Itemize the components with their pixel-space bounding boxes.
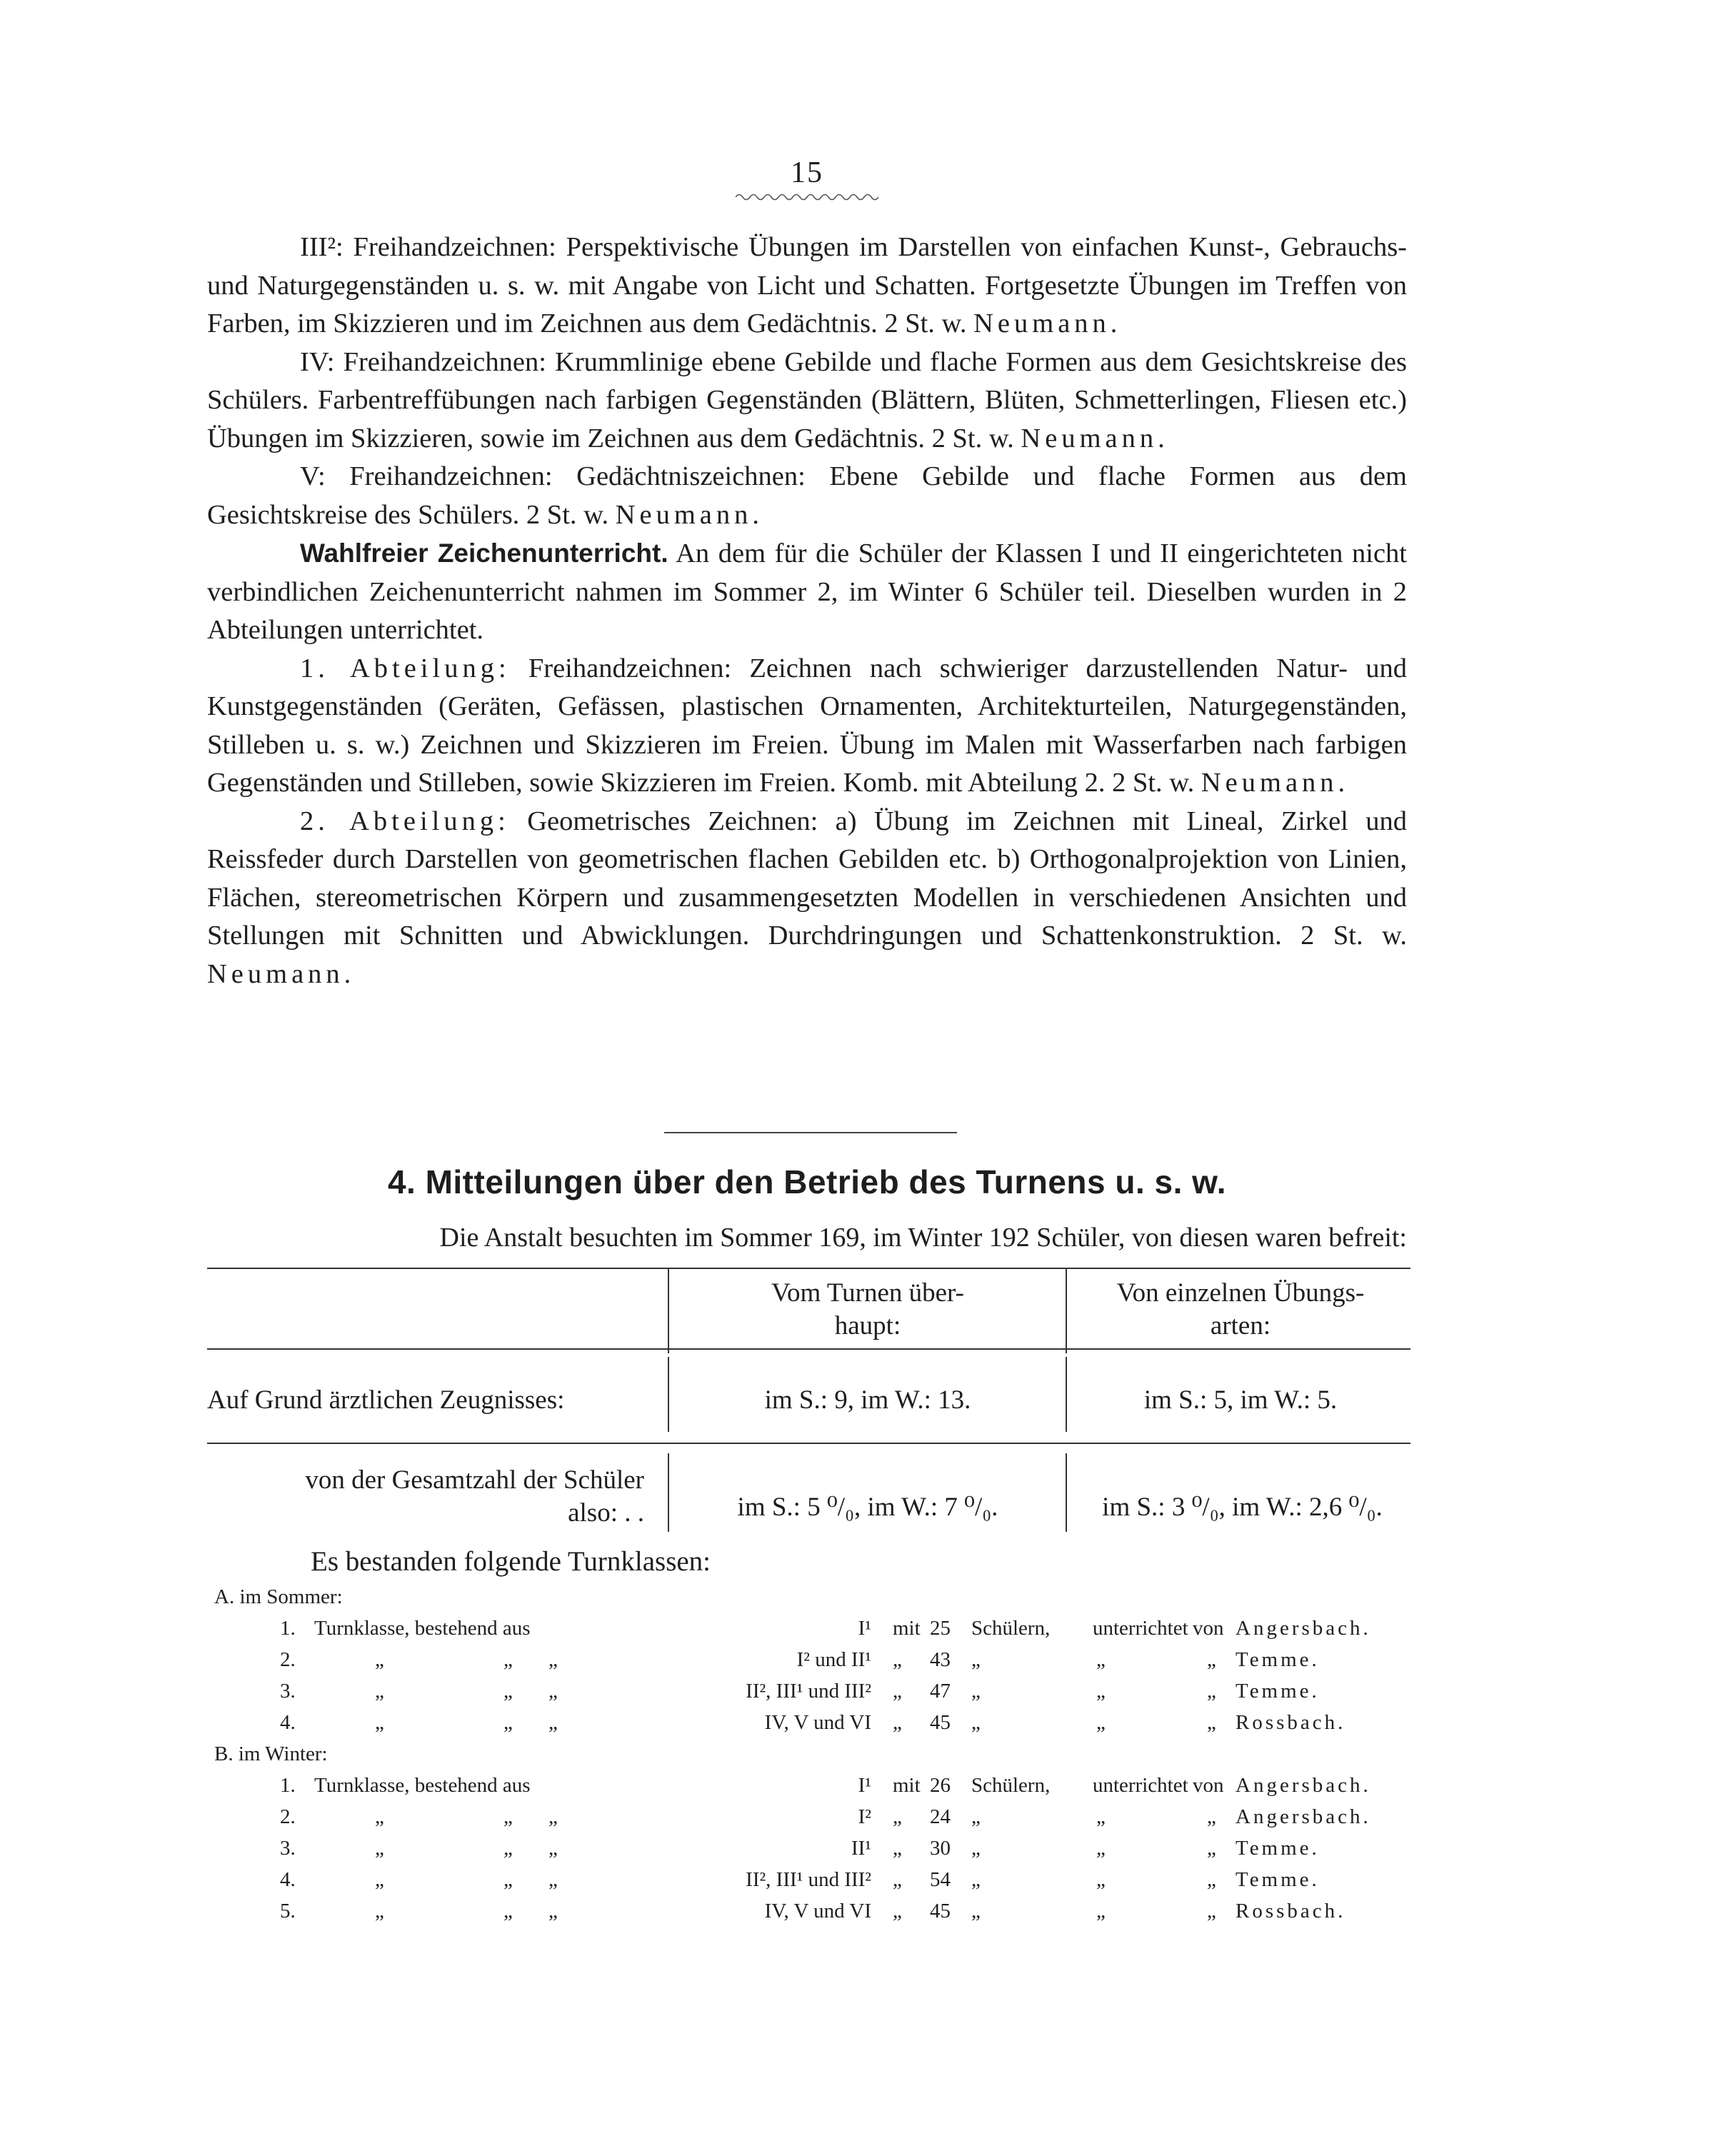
winter-classes (214, 1770, 1428, 1927)
class-q3: „ (548, 1837, 558, 1860)
class-num: 3. (280, 1837, 296, 1860)
table-col-divider (1066, 1357, 1067, 1432)
class-teacher: Temme. (1236, 1837, 1320, 1860)
table-col-divider (1066, 1453, 1067, 1532)
class-q1: „ (375, 1868, 384, 1891)
class-cls: I² (858, 1805, 871, 1828)
class-mit: mit (893, 1774, 921, 1797)
class-count: 30 (930, 1837, 951, 1860)
class-q4: „ (971, 1711, 981, 1734)
class-q5: „ (1096, 1900, 1106, 1922)
class-q2: „ (503, 1805, 513, 1828)
class-q1: „ (375, 1900, 384, 1922)
class-mit: „ (893, 1805, 902, 1828)
class-q6: „ (1207, 1711, 1216, 1734)
teacher-name: Neumann. (615, 499, 764, 530)
class-q3: „ (548, 1805, 558, 1828)
class-q1: „ (375, 1648, 384, 1671)
class-von: von (1193, 1617, 1224, 1640)
table-col-divider (668, 1357, 669, 1432)
turnklassen-list (214, 1581, 1428, 1927)
class-schuelern: Schülern, (971, 1617, 1051, 1640)
class-q5: „ (1096, 1837, 1106, 1860)
paragraph-abteilung-1 (207, 650, 1407, 803)
class-mit: mit (893, 1617, 921, 1640)
class-num: 4. (280, 1868, 296, 1891)
class-mit: „ (893, 1900, 902, 1922)
class-von: von (1193, 1774, 1224, 1797)
class-row (214, 1644, 1428, 1675)
table-middle-rule (207, 1443, 1410, 1444)
class-cls: II¹ (851, 1837, 871, 1860)
classes-intro: Es bestanden folgende Turnklassen: (311, 1546, 711, 1577)
class-cls: I¹ (858, 1774, 871, 1797)
class-cls: I² und II¹ (796, 1648, 871, 1671)
class-num: 2. (280, 1805, 296, 1828)
class-mit: „ (893, 1711, 902, 1734)
table-header-uebungsarten: Von einzelnen Übungs- arten: (1116, 1278, 1365, 1340)
class-q6: „ (1207, 1837, 1216, 1860)
class-q1: „ (375, 1711, 384, 1734)
section-intro: Die Anstalt besuchten im Sommer 169, im Winter 192 Schüler, von diesen waren befreit: (439, 1223, 1407, 1253)
class-q2: „ (503, 1868, 513, 1891)
class-q4: „ (971, 1648, 981, 1671)
class-q2: „ (503, 1837, 513, 1860)
table-col-divider (1066, 1268, 1067, 1353)
season-label: A. im Sommer: (214, 1585, 343, 1608)
teacher-name: Neumann. (973, 309, 1122, 339)
division-label: 1. Abteilung: (300, 653, 511, 683)
class-teacher: Rossbach. (1236, 1711, 1346, 1734)
class-count: 45 (930, 1711, 951, 1734)
page-number: 15 (791, 156, 823, 189)
class-row (214, 1675, 1428, 1707)
class-cls: I¹ (858, 1617, 871, 1640)
class-unterrichtet: unterrichtet (1093, 1617, 1188, 1640)
paragraph-body: Freihandzeichnen: Perspektivische Übungen im Darstellen von einfachen Kunst-, Gebrauchs- und Naturgegenständen u. s. w. mit Angabe von Licht und Schatten. Fortgesetzte Übungen im Treffen von Farben, im Skizzieren und im Zeichnen aus dem Gedächtnis. 2 St. w. (207, 232, 1407, 339)
class-q6: „ (1207, 1900, 1216, 1922)
class-num: 1. (280, 1774, 296, 1797)
paragraph-body: Freihandzeichnen: Gedächtniszeichnen: Ebene Gebilde und flache Formen aus dem Gesichtskreise des Schülers. 2 St. w. (207, 461, 1407, 530)
class-num: 2. (280, 1648, 296, 1671)
class-q6: „ (1207, 1868, 1216, 1891)
class-label: III²: (300, 232, 344, 262)
paragraph-iii2 (207, 229, 1407, 344)
class-mit: „ (893, 1648, 902, 1671)
class-row (214, 1770, 1428, 1801)
paragraph-iv (207, 344, 1407, 458)
class-num: 1. (280, 1617, 296, 1640)
table-row-label: Auf Grund ärztlichen Zeugnisses: (207, 1385, 565, 1415)
class-count: 47 (930, 1680, 951, 1703)
division-label: 2. Abteilung: (300, 806, 510, 836)
class-row (214, 1613, 1428, 1644)
class-cls: II², III¹ und III² (746, 1680, 871, 1703)
class-q6: „ (1207, 1805, 1216, 1828)
summer-classes (214, 1613, 1428, 1738)
class-count: 54 (930, 1868, 951, 1891)
class-mit: „ (893, 1680, 902, 1703)
class-teacher: Angersbach. (1236, 1617, 1371, 1640)
class-cls: IV, V und VI (764, 1711, 871, 1734)
class-q4: „ (971, 1680, 981, 1703)
class-cls: II², III¹ und III² (746, 1868, 871, 1891)
class-prefix: Turnklasse, bestehend aus (314, 1774, 531, 1797)
class-count: 24 (930, 1805, 951, 1828)
class-row (214, 1707, 1428, 1738)
teacher-name: Neumann. (1021, 423, 1169, 453)
class-q2: „ (503, 1680, 513, 1703)
class-teacher: Temme. (1236, 1868, 1320, 1891)
class-q5: „ (1096, 1680, 1106, 1703)
season-label: B. im Winter: (214, 1743, 328, 1765)
class-q2: „ (503, 1711, 513, 1734)
paragraph-v (207, 458, 1407, 534)
class-row (214, 1895, 1428, 1927)
class-q5: „ (1096, 1805, 1106, 1828)
class-num: 5. (280, 1900, 296, 1922)
class-q3: „ (548, 1900, 558, 1922)
class-q4: „ (971, 1837, 981, 1860)
curriculum-text (207, 229, 1407, 993)
teacher-name: Neumann. (1201, 768, 1350, 798)
class-mit: „ (893, 1837, 902, 1860)
class-q4: „ (971, 1900, 981, 1922)
class-cls: IV, V und VI (764, 1900, 871, 1922)
class-label: V: (300, 461, 326, 491)
class-teacher: Rossbach. (1236, 1900, 1346, 1922)
table-row-label: also: . . (568, 1498, 644, 1528)
class-count: 25 (930, 1617, 951, 1640)
class-q3: „ (548, 1711, 558, 1734)
class-row (214, 1832, 1428, 1864)
class-label: IV: (300, 346, 335, 377)
table-row-label: von der Gesamtzahl der Schüler (305, 1465, 644, 1495)
class-q4: „ (971, 1805, 981, 1828)
class-q3: „ (548, 1648, 558, 1671)
table-header-rule (207, 1348, 1410, 1350)
class-q1: „ (375, 1805, 384, 1828)
teacher-name: Neumann. (207, 958, 356, 989)
class-q2: „ (503, 1648, 513, 1671)
class-count: 43 (930, 1648, 951, 1671)
class-q3: „ (548, 1868, 558, 1891)
class-teacher: Temme. (1236, 1680, 1320, 1703)
paragraph-body: Freihandzeichnen: Krummlinige ebene Gebilde und flache Formen aus dem Gesichtskreise des Schülers. Farbentreffübungen nach farbigen Gegenständen (Blättern, Blüten, Schmetterlingen, Fliesen etc.) Übungen im Skizzieren, sowie im Zeichnen aus dem Gedächtnis. 2 St. w. (207, 346, 1407, 453)
class-teacher: Angersbach. (1236, 1774, 1371, 1797)
class-q4: „ (971, 1868, 981, 1891)
class-q2: „ (503, 1900, 513, 1922)
paragraph-body: An dem für die Schüler der Klassen I und II eingerichteten nicht verbindlichen Zeichenunterricht nahmen im Sommer 2, im Winter 6 Schüler teil. Dieselben wurden in 2 Abteilungen unterrichtet. (207, 538, 1407, 645)
class-teacher: Angersbach. (1236, 1805, 1371, 1828)
paragraph-body: Freihandzeichnen: Zeichnen nach schwieriger darzustellenden Natur- und Kunstgegenständen (Geräten, Gefässen, plastischen Ornamenten, Architekturteilen, Naturgegenständen, Stilleben u. s. w.) Zeichnen und Skizzieren im Freien. Übung im Malen mit Wasserfarben nach farbigen Gegenständen und Stilleben, sowie Skizzieren im Freien. Komb. mit Abteilung 2. 2 St. w. (207, 653, 1407, 798)
class-schuelern: Schülern, (971, 1774, 1051, 1797)
table-cell: im S.: 9, im W.: 13. (764, 1385, 971, 1415)
table-header-turnen: Vom Turnen über- haupt: (771, 1278, 964, 1340)
class-q1: „ (375, 1837, 384, 1860)
table-col-divider (668, 1268, 669, 1353)
paragraph-abteilung-2 (207, 803, 1407, 994)
class-q6: „ (1207, 1680, 1216, 1703)
class-prefix: Turnklasse, bestehend aus (314, 1617, 531, 1640)
paragraph-body: Geometrisches Zeichnen: a) Übung im Zeichnen mit Lineal, Zirkel und Reissfeder durch Darstellen von geometrischen flachen Gebilden etc. b) Orthogonalprojektion von Linien, Flächen, stereometrischen Körpern und zusammengesetzten Modellen in verschiedenen Ansichten und Stellungen mit Schnitten und Abwicklungen. Durchdringungen und Schattenkonstruktion. 2 St. w. (207, 806, 1407, 951)
class-q1: „ (375, 1680, 384, 1703)
class-q5: „ (1096, 1711, 1106, 1734)
class-num: 4. (280, 1711, 296, 1734)
class-count: 45 (930, 1900, 951, 1922)
class-teacher: Temme. (1236, 1648, 1320, 1671)
table-col-divider (668, 1453, 669, 1532)
class-unterrichtet: unterrichtet (1093, 1774, 1188, 1797)
section-divider (664, 1132, 957, 1133)
class-q3: „ (548, 1680, 558, 1703)
subsection-heading: Wahlfreier Zeichenunterricht. (300, 538, 668, 568)
table-cell: im S.: 3 ⁰/₀, im W.: 2,6 ⁰/₀. (1102, 1493, 1383, 1522)
class-q6: „ (1207, 1648, 1216, 1671)
class-num: 3. (280, 1680, 296, 1703)
paragraph-wahlfrei (207, 534, 1407, 650)
table-top-rule (207, 1268, 1410, 1269)
class-row (214, 1801, 1428, 1832)
table-cell: im S.: 5, im W.: 5. (1143, 1385, 1338, 1415)
class-q5: „ (1096, 1648, 1106, 1671)
table-cell: im S.: 5 ⁰/₀, im W.: 7 ⁰/₀. (737, 1493, 998, 1522)
section-title: 4. Mitteilungen über den Betrieb des Turnens u. s. w. (387, 1163, 1227, 1200)
class-q5: „ (1096, 1868, 1106, 1891)
class-count: 26 (930, 1774, 951, 1797)
class-mit: „ (893, 1868, 902, 1891)
wavy-ornament (736, 191, 878, 203)
class-row (214, 1864, 1428, 1895)
